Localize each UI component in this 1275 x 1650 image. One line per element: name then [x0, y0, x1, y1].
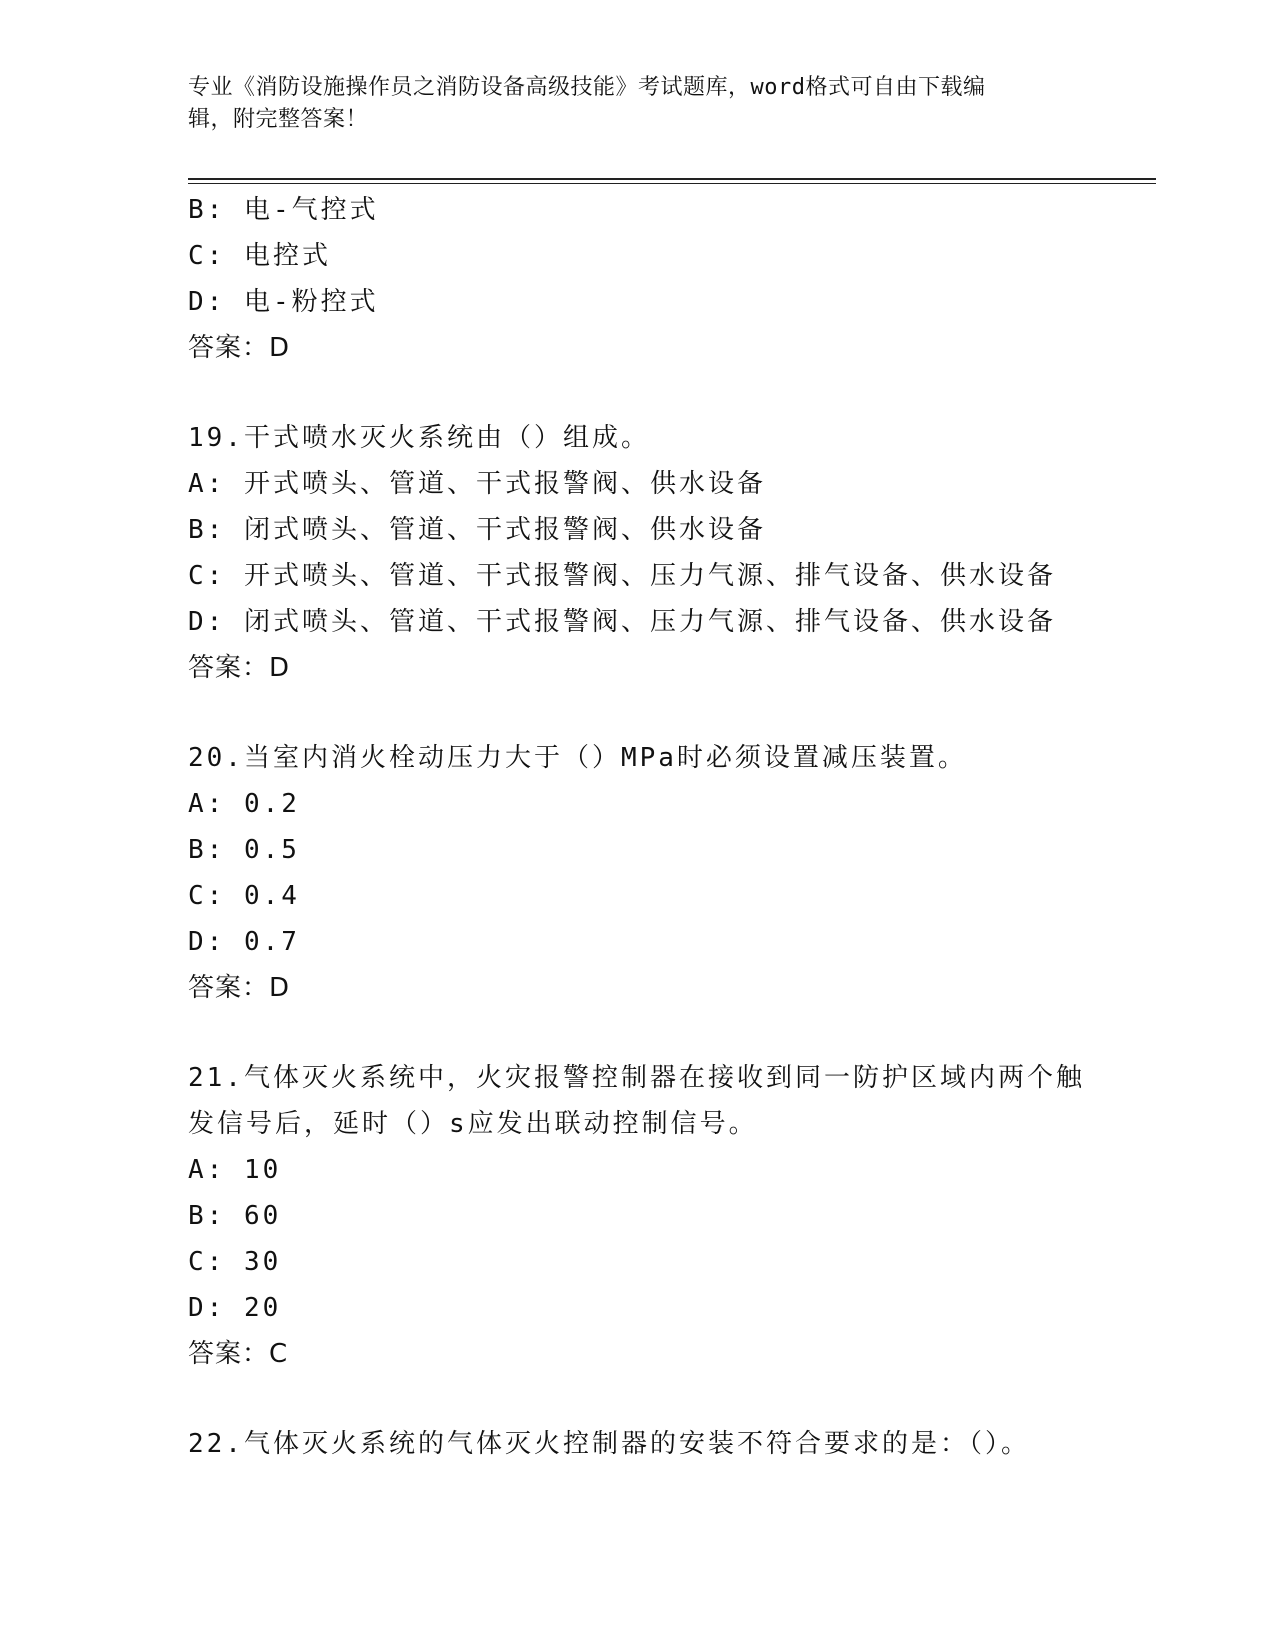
option-d: D: 20: [188, 1293, 282, 1323]
option-d: D: 0.7: [188, 927, 300, 957]
header-line-2: 辑，附完整答案！: [188, 107, 369, 132]
option-b: B: 60: [188, 1201, 282, 1231]
option-a: A: 开式喷头、管道、干式报警阀、供水设备: [188, 469, 766, 499]
question-stem: 19.干式喷水灭火系统由（）组成。: [188, 423, 650, 453]
option-b: B: 电-气控式: [188, 195, 379, 225]
option-d: D: 闭式喷头、管道、干式报警阀、压力气源、排气设备、供水设备: [188, 607, 1056, 637]
question-stem-line-2: 发信号后，延时（）s应发出联动控制信号。: [188, 1109, 758, 1139]
question-21: [188, 1055, 1088, 1377]
question-stem: 20.当室内消火栓动压力大于（）MPa时必须设置减压装置。: [188, 743, 967, 773]
question-stem: 22.气体灭火系统的气体灭火控制器的安装不符合要求的是：（）。: [188, 1429, 1030, 1459]
option-c: C: 30: [188, 1247, 282, 1277]
question-18-tail: [188, 187, 1088, 371]
option-b: B: 0.5: [188, 835, 300, 865]
question-content: [188, 187, 1088, 1467]
document-header: [188, 72, 1088, 136]
header-line-1: 专业《消防设施操作员之消防设备高级技能》考试题库，word格式可自由下载编: [188, 75, 986, 100]
answer-line: 答案：D: [188, 973, 291, 1003]
answer-line: 答案：D: [188, 653, 291, 683]
answer-line: 答案：C: [188, 1339, 289, 1369]
question-20: [188, 735, 1088, 1011]
option-c: C: 0.4: [188, 881, 300, 911]
option-b: B: 闭式喷头、管道、干式报警阀、供水设备: [188, 515, 766, 545]
answer-line: 答案：D: [188, 333, 291, 363]
header-divider-thick: [188, 178, 1156, 180]
question-19: [188, 415, 1088, 691]
option-a: A: 10: [188, 1155, 282, 1185]
question-stem-line-1: 21.气体灭火系统中，火灾报警控制器在接收到同一防护区域内两个触: [188, 1063, 1085, 1093]
option-a: A: 0.2: [188, 789, 300, 819]
option-d: D: 电-粉控式: [188, 287, 379, 317]
header-divider-thin: [188, 183, 1156, 184]
question-22: [188, 1421, 1088, 1467]
option-c: C: 开式喷头、管道、干式报警阀、压力气源、排气设备、供水设备: [188, 561, 1056, 591]
option-c: C: 电控式: [188, 241, 331, 271]
